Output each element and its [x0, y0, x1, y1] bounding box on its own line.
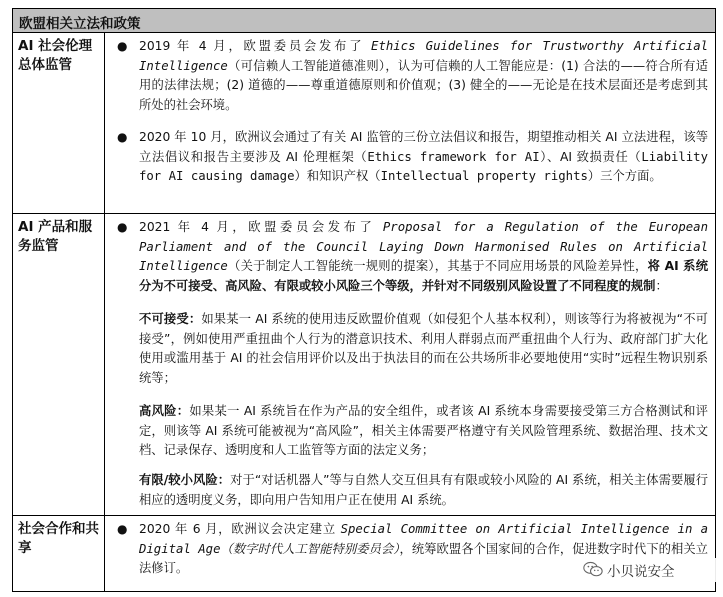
row-label — [13, 33, 105, 213]
document-title: Proposal for a Regulation of the European Parliament and of the Council Laying Down Harmonised Rules on Artificial Intelligence — [139, 220, 708, 274]
risk-limited: 有限/较小风险：对于“对话机器人”等与自然人交互但具有有限或较小风险的 AI 系统，相关主体需要履行相应的透明度义务，即向用户告知用户正在使用 AI 系统。 — [139, 473, 708, 507]
row-label-text: AI 社会伦理总体监管 — [18, 38, 93, 73]
bullet-icon: ● — [117, 130, 128, 144]
paragraph: 2020 年 10 月，欧洲议会通过了有关 AI 监管的三份立法倡议和报告，期望推动相关 AI 立法进程，该等立法倡议和报告主要涉及 AI 伦理框架（Ethics framework for AI）、AI 致损责任（Liability for AI causing damage）和知识产权（Intellectual property rights）三个方面。 — [139, 130, 708, 184]
document-title: Special Committee on Artificial Intelligence in a Digital Age — [139, 522, 708, 556]
row-label — [13, 516, 105, 591]
table-header — [13, 9, 715, 33]
row-ethics — [13, 33, 715, 214]
bullet-icon: ● — [117, 220, 128, 234]
document-title: Ethics Guidelines for Trustworthy Artificial Intelligence — [139, 39, 708, 73]
table-title: 欧盟相关立法和政策 — [19, 16, 141, 32]
bullet-icon: ● — [117, 522, 128, 536]
risk-unacceptable: 不可接受：如果某一 AI 系统的使用违反欧盟价值观（如侵犯个人基本权利），则该等行为将被视为“不可接受”，例如使用严重扭曲个人行为的潜意识技术、利用人群弱点而严重扭曲个人行为、政府部门扩大化使用或滥用基于 AI 的社会信用评价以及出于执法目的而在公共场所非必要地使用“实时”远程生物识别系统等； — [139, 312, 708, 385]
bullet-icon: ● — [117, 39, 128, 53]
policy-table — [12, 8, 716, 592]
watermark-text: 小贝说安全 — [607, 564, 675, 580]
row-label-text: AI 产品和服务监管 — [18, 219, 93, 254]
watermark — [580, 558, 720, 582]
row-label — [13, 214, 105, 515]
paragraph: 2021 年 4 月，欧盟委员会发布了 Proposal for a Regulation of the European Parliament and of the Council Laying Down Harmonised Rules on Artificial Intelligence（关于制定人工智能统一规则的提案），其基于不同应用场景的风险差异性，将 AI 系统分为不可接受、高风险、有限或较小风险三个等级，并针对不同级别风险设置了不同程度的规制： — [139, 220, 708, 293]
row-products — [13, 214, 715, 516]
paragraph: 2019 年 4 月，欧盟委员会发布了 Ethics Guidelines for Trustworthy Artificial Intelligence（可信赖人工智能道德准则），认为可信赖的人工智能应是：(1) 合法的——符合所有适用的法律法规；(2) 道德的——尊重道德原则和价值观；(3) 健全的——无论是在技术层面还是考虑到其所处的社会环境。 — [139, 39, 708, 112]
wechat-icon — [583, 561, 603, 578]
row-label-text: 社会合作和共享 — [18, 521, 99, 556]
risk-high: 高风险：如果某一 AI 系统旨在作为产品的安全组件，或者该 AI 系统本身需要接受第三方合格测试和评定，则该等 AI 系统可能被视为“高风险”，相关主体需要严格遵守有关风险管理系统、数据治理、技术文档、记录保存、透明度和人工监管等方面的法定义务； — [139, 404, 708, 458]
paragraph: 2020 年 6 月，欧洲议会决定建立 Special Committee on Artificial Intelligence in a Digital Age（数字时代人工智能特别委员会），统筹欧盟各个国家间的合作，促进数字时代下的相关立法修订。 — [139, 522, 708, 576]
